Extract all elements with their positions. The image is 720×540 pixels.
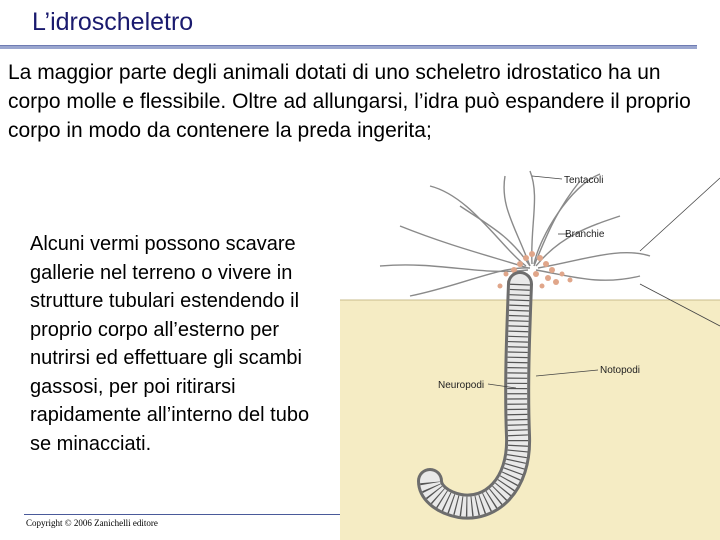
intro-paragraph: La maggior parte degli animali dotati di uno scheletro idrostatico ha un corpo molle e flessibile. Oltre ad allungarsi, l’idra può espandere il proprio corpo in modo da contenere la preda ingerita; [8, 61, 691, 142]
label-neuropodi: Neuropodi [438, 380, 485, 391]
title-rule-line [0, 45, 697, 46]
slide-title: L’idroscheletro [32, 8, 194, 36]
side-paragraph: Alcuni vermi possono scavare gallerie nel terreno o vivere in strutture tubulari estendendo il proprio corpo all’esterno per nutrirsi ed effettuare gli scambi gassosi, per poi ritirarsi rapidamente all’interno del tubo se minacciati. [30, 233, 310, 455]
footer-rule [24, 514, 340, 515]
label-branchie: Branchie [565, 229, 605, 240]
copyright-text: Copyright © 2006 Zanichelli editore [26, 518, 158, 528]
tube-worm-illustration [340, 166, 720, 540]
label-tentacoli: Tentacoli [564, 175, 604, 186]
label-notopodi: Notopodi [600, 365, 641, 376]
